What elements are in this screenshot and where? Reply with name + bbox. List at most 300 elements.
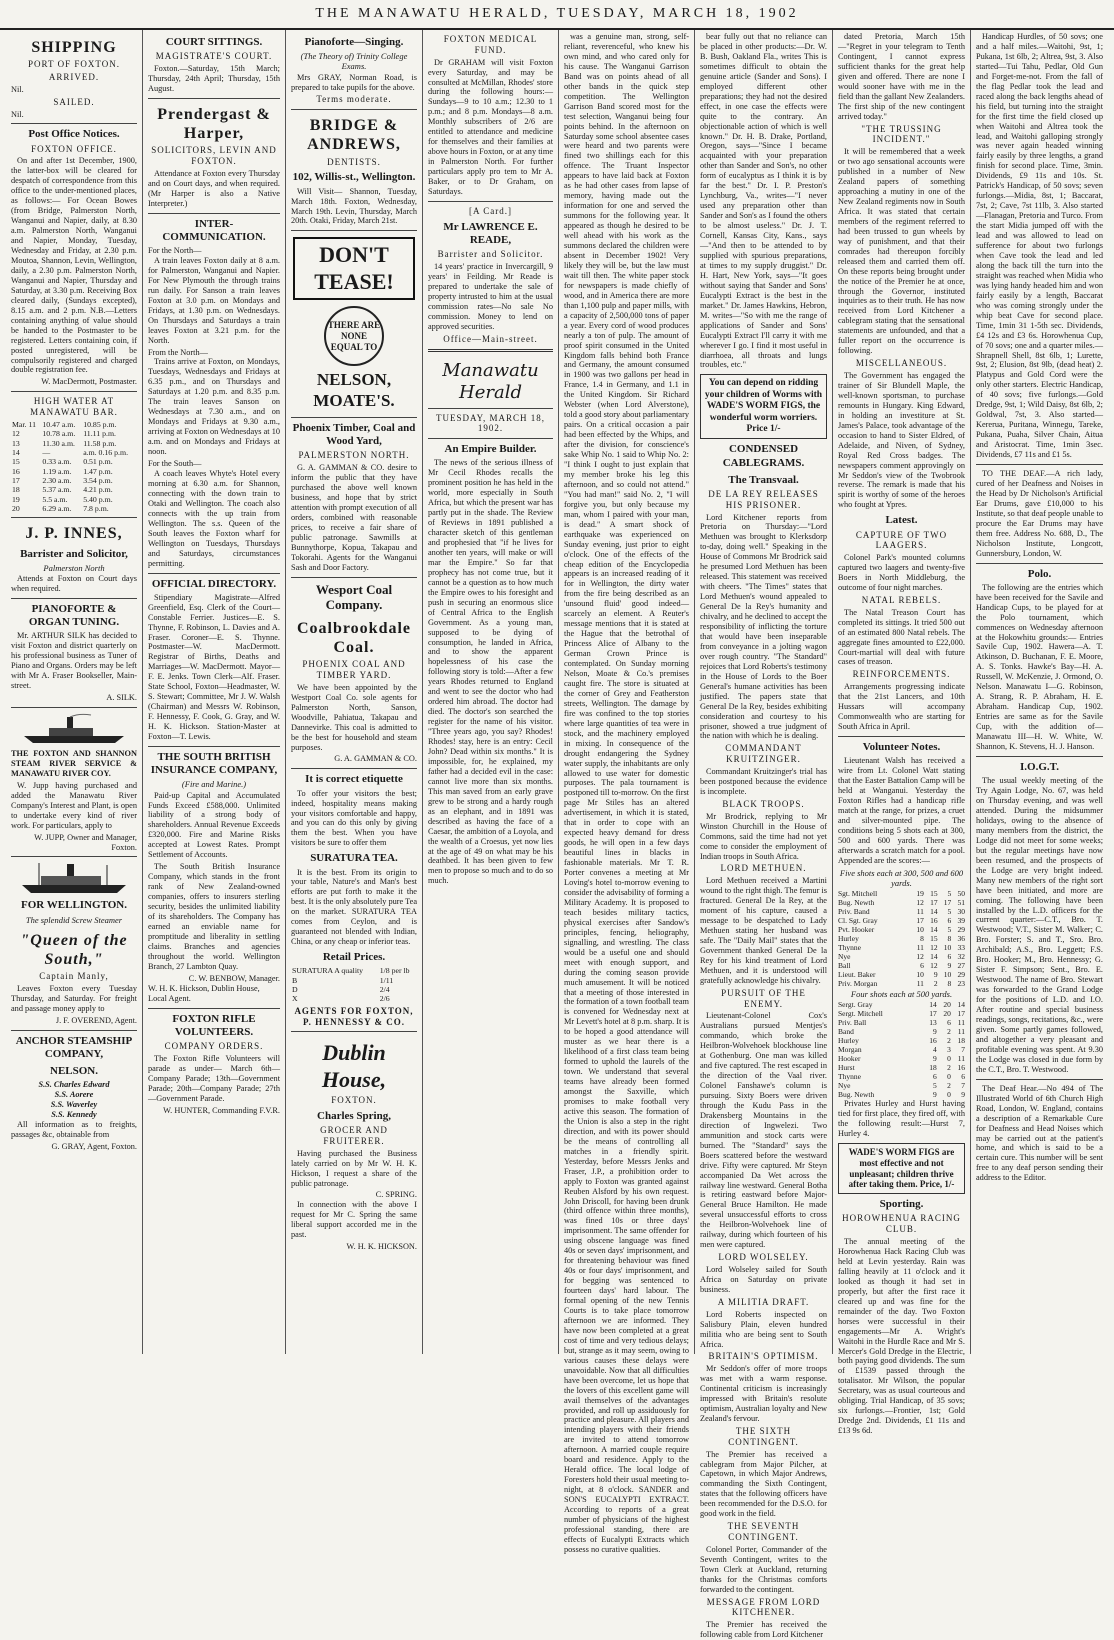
- score-row-cell: 12: [930, 943, 938, 953]
- wellington-steamer-illustration: [19, 861, 129, 895]
- pianoforte-title: Pianoforte—Singing.: [304, 36, 404, 48]
- score-row-cell: 51: [957, 898, 965, 908]
- anchor-title: ANCHOR STEAMSHIP COMPANY,: [15, 1034, 133, 1061]
- score-row-cell: Thynne: [838, 943, 861, 953]
- score2-row-cell: 0: [947, 1054, 951, 1064]
- score2-row-cell: Nye: [838, 1081, 851, 1091]
- ship-name: S.S. Kennedy: [51, 1110, 97, 1120]
- post-office-title: Post Office Notices.: [28, 128, 120, 141]
- methuen-text: Lord Methuen received a Martini wound to the right thigh. The femur is fractured. General De la Rey, at the moment of his capture, caused a message to be despatched to Lady Methuen stating her husband was safe. The "Daily Mail" states that the Government thanked General De la Rey for his kind treatment of Lord Methuen, and it is understood will gratefully acknowledge his chivalry.: [700, 876, 827, 985]
- score2-row-cell: Band: [838, 1027, 854, 1037]
- score2-row-cell: Priv. Ball: [838, 1018, 867, 1028]
- volunteer-notes-title: Volunteer Notes.: [862, 741, 941, 753]
- score2-row-cell: 14: [929, 1000, 937, 1010]
- pursuit-title: PURSUIT OF THE ENEMY.: [721, 987, 806, 1009]
- dublin-house-title: Dublin House,: [321, 1040, 387, 1092]
- tide-row-cell: 12: [12, 429, 20, 439]
- score2-row-cell: 9: [932, 1027, 937, 1037]
- score-row-cell: 5: [947, 925, 952, 935]
- column-4: [423, 30, 559, 1354]
- trussing-text: It will be remembered that a week or two ago sensational accounts were published in a number of New Zealand papers of something approaching a mutiny in one of the New Zealand regiments now in South Africa. It was stated that certain members of the regiment referred to had been trussed to gun wheels by way of punishment, and that their comrades had thereupon forcibly released them and carried them off. On these reports being brought under the notice of the Premier he at once, through the Governor, instituted inquiries as to their truth. He has now received from Lord Kitchener a cablegram stating that the sensational statements are unfounded, and that a fuller report on the occurrence is following.: [838, 147, 965, 356]
- score-row-cell: 50: [957, 889, 965, 899]
- anchor-sign: G. GRAY, Agent, Foxton.: [51, 1142, 137, 1152]
- score-row-cell: 29: [957, 970, 965, 980]
- paper-date: TUESDAY, MARCH 18, 1902.: [435, 412, 546, 434]
- capture-text: Colonel Park's mounted columns captured two laagers and twenty-five Boers in North Middleburg, the outcome of four night marches.: [838, 553, 965, 592]
- innes-name: J. P. INNES,: [25, 525, 123, 543]
- score2-row: [838, 1027, 965, 1036]
- anchor-text: All information as to freights, passages &c, obtainable from: [11, 1120, 137, 1140]
- scores2-table: [838, 1000, 965, 1099]
- scores2-heading: Four shots each at 500 yards.: [850, 989, 953, 1000]
- inter-text-2: Trains arrive at Foxton, on Mondays, Tuesdays, Wednesdays and Fridays at 6.35 p.m., and on Thursdays and Saturdays at 1.20 p.m. and 8.35 p.m. The train leaves Sanson on Wednesdays at 7.30 a.m., and on Mondays and Fridays at 9.30 a.m., arriving at Foxton on Wednesdays at 10 a.m. and on Mondays and Fridays at noon.: [148, 357, 280, 457]
- masthead: THE MANAWATU HERALD, TUESDAY, MARCH 18, 1902: [0, 0, 1114, 30]
- score2-row-cell: 2: [947, 1036, 951, 1046]
- score2-row-cell: 7: [961, 1081, 965, 1091]
- sixth-contingent-text: The Premier has received a cablegram from Major Pilcher, at Capetown, in which Major Andrews, commanding the Sixth Contingent, states that the following officers have been recommended for the D.S.O. for good work in the field.: [700, 1449, 827, 1519]
- score-row-cell: 17: [930, 898, 938, 908]
- newspaper-columns: [6, 30, 1108, 1640]
- tide-row-cell: Mar. 11: [12, 419, 36, 429]
- score2-row-cell: 13: [929, 1018, 937, 1028]
- racing-club-title: HOROWHENUA RACING CLUB.: [842, 1213, 961, 1235]
- river-service-sign: W. JUPP, Owner and Manager, Foxton.: [34, 832, 137, 852]
- phoenix-text: G. A. GAMMAN & CO. desire to inform the public that they have purchased the above well known business, and hope that by strict attention with prompt execution of all orders, combined with reasonable prices, to receive a fair share of public patronage. Sawmills at Bunnythorpe, Kopua, Takapau and Tokorahi. Agents for the Wanganui Sash and Door Factory.: [291, 463, 417, 572]
- score2-row-cell: 18: [929, 1063, 937, 1073]
- ship-name: S.S. Charles Edward: [38, 1080, 110, 1090]
- score-row-cell: 6: [947, 952, 952, 962]
- tide-row-cell: 11.58 p.m.: [83, 438, 117, 448]
- cablegrams-title: CONDENSED CABLEGRAMS.: [722, 443, 805, 469]
- retail-row-cell: 2/6: [379, 994, 390, 1004]
- score-row-cell: Priv. Morgan: [838, 979, 878, 989]
- bridge-andrews-address: 102, Willis-st., Wellington.: [292, 171, 416, 184]
- coalbrookdale: Coalbrookdale Coal.: [296, 619, 412, 657]
- score-row-cell: 9: [933, 970, 938, 980]
- score2-row-cell: Hurst: [838, 1063, 855, 1073]
- score-row-cell: Cl. Sgt. Gray: [838, 916, 878, 926]
- tide-row-cell: 10.47 a.m.: [42, 419, 76, 429]
- volunteer-notes-text: Lieutenant Walsh has received a wire from Lt. Colonel Watt stating that the Easter Battalion Camp will be held at Wanganui. Yesterday the Foxton Rifles had a handicap rifle match at the range, for prizes, a cruet and silver-mounted pipe. The conditions being 5 shots each at 300, 500 and 600 yards. There was afterwards a scratch match for a pool. Appended are the scores:—: [838, 756, 965, 865]
- column-8: [971, 30, 1108, 1354]
- score2-row-cell: 14: [957, 1000, 965, 1010]
- score-row-cell: 29: [957, 925, 965, 935]
- innes-text: Attends at Foxton on Court days when required.: [11, 573, 137, 593]
- deaf-hear-notice: The Deaf Hear.—No 494 of The Illustrated World of 6th Church High Road, London, W. England, contains a description of a Remarkable Cure for Deafness and Head Noises which may be carried out at the patient's home, and which is said to be a certain cure. This number will be sent free to any deaf person sending their address to the Editor.: [976, 1083, 1103, 1183]
- iogt-text: The usual weekly meeting of the Try Again Lodge, No. 67, was held on Thursday evening, and was well attended. During the midsummer holidays, owing to the absence of many members from the district, the Lodge did not meet for some weeks; but the regular meetings have now been resumed, and the prospects of the Lodge are very bright indeed. Many new members of the right sort have been initiated, and more are coming. The following have been installed by the L.D. officers for the current quarter:—C.T., Bro. T. Westwood; V.T., Sister M. Walker; C. Bro. Forster; S. and T., Sro. Bro. Archibald; A.S., Bro. Leggett; F.S. Bro. Hooker; M., Bro. Hennessy; G. Sister F. Simpson; Sent., Bro. E. Westwood. The name of Bro. Stewart was forwarded to the Grand Lodge for the positions of L.D. and I.O. After routine and special business readings, songs, recitations, &c., were given. Some partly games followed, and altogether a very pleasant and profitable evening was spent. At 9.30 the Lodge was closed in due form by the C.T., Bro. T. Westwood.: [976, 776, 1103, 1074]
- phoenix2-text: We have been appointed by the Westport Coal Co. sole agents for Palmerston North, Sanson, Woodville, Pahiatua, Takapau and Dannevirke. This coal is admitted to be the best for household and steam purposes.: [291, 682, 417, 752]
- retail-row: [291, 985, 417, 994]
- ship-name: S.S. Waverley: [50, 1100, 98, 1110]
- tide-table: [11, 420, 137, 513]
- seventh-contingent-title: THE SEVENTH CONTINGENT.: [727, 1521, 800, 1543]
- score2-row-cell: 0: [947, 1090, 951, 1100]
- methuen-title: LORD METHUEN.: [720, 863, 807, 874]
- piano-tuning-text: Mr. ARTHUR SILK has decided to visit Foxton and district quarterly on his professional business as Tuner of Piano and Organs. Orders may be left with Mr A. Fraser Bookseller, Main-street.: [11, 631, 137, 691]
- score2-row-cell: 9: [932, 1054, 937, 1064]
- empire-builder-title: An Empire Builder.: [444, 443, 537, 456]
- tide-row-cell: 5.37 a.m.: [42, 485, 72, 495]
- eucalypti-text: bear fully out that no reliance can be placed in other products:—Dr. W. B. Bush, Oakland Fla., writes This is sometimes difficult to obtain the genuine article (Sander and Sons). I employed different other preparations; they had not the desired effect, in one case the effects were quite to the contrary. An objectionable action of which is well known." Dr. H. B. Drake, Portland, Oregon, says—"Since I became acquainted with your preparation other than Sander and Son's, no other form of eucalyptus as I think it is by far the best." Dr. I. P. Preston's Lynchburg, Va., writes—"I never used any preparation other than Sander and Son's as I found the others to be almost useless." Dr. J. T. Cornell, Kansas City, Kans., says —"And then to be attended to by supplied with spurious preparations, at times to my supply druggist." Dr. H. Hart, New York, says—"It goes without saying that Sander and Sons' Eucalypti Extract is the best in the market." Dr. James Hawkins, Hebron, M. writes—"So with me the range of applications of Sander and Sons' Eucalypti Extract I'll carry it with me wherever I go. I find it most useful in diarrhoea, all throats and lungs troubles, etc.": [700, 32, 827, 370]
- column-3: [286, 30, 423, 1354]
- reade-text: 14 years' practice in Invercargill, 9 years' in Feilding. Mr Reade is prepared to undertake the sale of property intrusted to him at the usual commission rates—No sale No commission. Money to lend on approved securities.: [428, 261, 553, 331]
- piano-tuning-sign: A. SILK.: [106, 692, 137, 702]
- score2-row: [838, 1072, 965, 1081]
- score-row-cell: 12: [930, 961, 938, 971]
- rifle-text: The Foxton Rifle Volunteers will parade as under— March 6th—Company Parade; 13th—Government Parade; 20th—Company Parade; 27th—Government Parade.: [148, 1053, 280, 1103]
- column-6: [695, 30, 833, 1640]
- reade-title: Mr LAWRENCE E. READE,: [443, 220, 538, 246]
- suratura-title: SURATURA TEA.: [310, 852, 398, 865]
- score-row: [838, 952, 965, 961]
- column-2: [143, 30, 286, 1354]
- score-row-cell: 30: [957, 907, 965, 917]
- pursuit-text: Lieutenant-Colonel Cox's Australians pursued Mentjes's commando, which broke the Heilbron-Wolvehoek blockhouse line at Gothenburg. One man was killed and five captured. The rest escaped in the direction of the Vaal river. Colonel Fanshawe's column is pursuing. Sixty Boers were driven through the Kudu Pass in the Drakensberg Mountains in the direction of Ingwelezi. Two ammunition and stock carts were burned. The "Standard" says the Boers scattered before the westward drive. Fifty were captured. Mr Steyn accompanied Da Wet across the railway line westward. General Botha is retiring eastward before Major-General Bruce Hamilton. He made several unsuccessful efforts to cross the Heilbron-Wolvehoek line of railway, during which fourteen of his men were captured.: [700, 1011, 827, 1250]
- kitchener-text: The Premier has received the following cable from Lord Kitchener: [700, 1620, 827, 1640]
- score2-row: [838, 1045, 965, 1054]
- etiquette-text: To offer your visitors the best; indeed, hospitality means making your visitors comfortable and happy, and you can do this only by giving them the best. When you have visitors be sure to offer them: [291, 788, 417, 848]
- wade-worm-figs-ad-2: WADE'S WORM FIGS are most effective and not unpleasant; children thrive after taking them. Price, 1/-: [838, 1143, 965, 1194]
- score-row: [838, 934, 965, 943]
- score2-row-cell: 17: [957, 1009, 965, 1019]
- score2-row: [838, 1018, 965, 1027]
- score2-row: [838, 1090, 965, 1099]
- score-row-cell: 6: [920, 961, 924, 971]
- south-british-text-1: Paid-up Capital and Accumulated Funds Exceed £588,000. Unlimited liability of a strong body of shareholders. Annual Revenue Exceeds £320,000. Fire and Marine Risks accepted at Lowest Rates. Prompt Settlement of Accounts.: [148, 790, 280, 860]
- spring-trade: GROCER AND FRUITERER.: [320, 1125, 388, 1146]
- spring-sign: C. SPRING.: [375, 1190, 417, 1200]
- retail-row-cell: D: [292, 985, 298, 995]
- innes-place: Palmerston North: [43, 562, 105, 573]
- score2-row: [838, 1081, 965, 1090]
- post-office-sign: W. MacDermott, Postmaster.: [41, 377, 137, 387]
- tide-row-cell: 18: [12, 485, 20, 495]
- score-row-cell: 11: [916, 907, 924, 917]
- score2-row-cell: Sergt. Gray: [838, 1000, 873, 1010]
- deaf-notice: TO THE DEAF.—A rich lady, cured of her Deafness and Noises in the Head by Dr Nicholson's Artificial Ear Drums, gave £10,000 to his Institute, so that deaf people unable to procure the Ear Drums may have them free. Address No. 688, D., The Nicholson Institute, Longcott, Gunnersbury, London, W.: [976, 468, 1103, 558]
- agents-line: AGENTS FOR FOXTON, P. HENNESSY & CO.: [294, 1005, 414, 1027]
- tide-row: [11, 457, 137, 466]
- river-service-text: W. Jupp having purchased and added the Manawatu River Company's Interest and Plant, is open to undertake every kind of river work. For particulars, apply to: [11, 780, 137, 830]
- score-row-cell: Nye: [838, 952, 851, 962]
- kitchener-title: MESSAGE FROM LORD KITCHENER.: [706, 1596, 821, 1618]
- score2-row-cell: 20: [943, 1000, 951, 1010]
- score-row-cell: 8: [920, 934, 924, 944]
- retail-row-cell: B: [292, 975, 298, 985]
- score-row-cell: 19: [916, 889, 924, 899]
- river-service-title: THE FOXTON AND SHANNON STEAM RIVER SERVICE & MANAWATU RIVER COY.: [11, 748, 137, 778]
- kruitzinger-title: COMMANDANT KRUITZINGER.: [725, 743, 802, 765]
- score2-row-cell: 18: [957, 1036, 965, 1046]
- tide-row-cell: 4.21 p.m.: [83, 485, 113, 495]
- score-row-cell: 10: [916, 970, 924, 980]
- score-row-cell: 23: [957, 979, 965, 989]
- retail-title: Retail Prices.: [322, 951, 386, 964]
- seventh-contingent-text: Colonel Porter, Commander of the Seventh Contingent, writes to the Town Clerk at Auckland, returning thanks for the Christmas comforts forwarded to the contingent.: [700, 1544, 827, 1594]
- transvaal-title: The Transvaal.: [728, 473, 799, 486]
- tide-row-cell: 0.33 a.m.: [42, 457, 72, 467]
- scores-note: Privates Hurley and Hurst having tied for first place, they fired off, with the following result:—Hurst 7, Hurley 4.: [838, 1099, 965, 1139]
- score-row: [838, 907, 965, 916]
- inter-from-north: From the North—: [148, 347, 208, 357]
- score-row: [838, 889, 965, 898]
- south-british-text-2: The South British Insurance Company, which stands in the front rank of New Zealand-owned companies, offers to insurers sterling security, besides the unlimited liability of its shareholders. The Company has earned an enviable name for promptitude and liberality in settling claims. Branches and agencies throughout the world. Wellington Branch, 27 Lambton Quay.: [148, 862, 280, 971]
- screw-steamer: The splendid Screw Steamer: [25, 914, 123, 925]
- empire-builder-text: The news of the serious illness of Mr Cecil Rhodes recalls the prominent position he has held in the world, more especially in South Africa, but which the present war has partly put in the shade. The Review of Reviews in 1891 published a character sketch of this gentleman and prophesied that "if he lives for another ten years, will make or will mar the Empire." So far that prophecy has not come true, but it cannot be a question as to how much the Empire owes to his foresight and push in securing an enormous slice of Central Africa to the English Government. As a young man, supposed to be dying of consumption, he landed in Africa, and to show the apparent hopelessness of his case the following story is told:—After a few years Rhodes returned to England and went to see the doctor who had ordered him abroad. The doctor had died. The doctor's son searched the register for the name of his visitor. "Three years ago, you say? Rhodes! Rhodes! stay, here is an entry: Cecil John? Dead within six months." It is impossible, for, he explained, my father had a decided evil in the case: cannot live more than six months. This man saved from an early grave grew to be strong and a hardy rough as an elephant, and in 1891 was described as having the face of a Caesar, the ambition of a Loyola, and the wealth of a Croesus, yet now lies at the age of 49 on what may be his deathbed. It has been given to few men to propose so much and to do so much.: [428, 458, 553, 886]
- tide-row: [11, 476, 137, 485]
- racing-results-text: Handicap Hurdles, of 50 sovs; one and a half miles.—Waitohi, 9st, 1; Pukana, 1st 6lb, 2; Altrea, 9st, 3. Also started—Tui Tahu, Pedlar, Old Gun and Forget-me-not. From the fall of the flag Pedlar took the lead and raced along the back lengths ahead of his field, but turning into the straight for the first time the field closed up when Waitohi and Altrea took the lead, and Waitohi galloping strongly was never again headed winning fairly easily by three lengths, a grand finish for second place. Time, 3min. Dividends, £9 11s and 10s. St. Patrick's Handicap, of 50 sovs; seven furlongs.—Midia, 8st, 1; Baccarat, 7st, 2; Cave, 7st 11lb, 3. Also started—Flanagan, Pretoria and Turco. From the start Midia jumped off with the lead and was allowed to lead on sufference for about two furlongs when Cave took the lead and led along the back till the turn into the straight was reached when Midia who was lying handy headed him and won fairly easily by a length, Baccarat who was coming strongly under the whip beat Cave for second place. Time, 1min 31 1-5th sec. Dividends, £4 12s and £3 6s. Horowhenua Cup, of 70 sovs; one and a quarter miles.—Shrapnell Shell, 8st 6lb, 1; Lurette, 9st, 2; Elusion, 8st 9lb, (dead heat) 2. Platypus and Gold Cord were the only other starters. Electric Handicap, of 40 sovs; five furlongs.—Gold Dredge, 9st, 1; Wild Daisy, 8st 6lb, 2; Goldwal, 7st, 3. Also started—Kererua, Puritana, Winnegu, Tareke, Pukana, Puaha, Silver Chain, Aitua and Aristocrat. Time, 1min 3sec. Dividends, £7 11s and £1 5s.: [976, 32, 1103, 460]
- score-row: [838, 970, 965, 979]
- piano-tuning-title: PIANOFORTE & ORGAN TUNING.: [28, 602, 120, 629]
- paper-masthead: Manawatu Herald: [442, 360, 539, 403]
- nelson-moate-title: NELSON, MOATE'S.: [313, 370, 395, 410]
- score-row: [838, 943, 965, 952]
- militia-title: A MILITIA DRAFT.: [717, 1296, 810, 1307]
- bridge-andrews-sub: DENTISTS.: [327, 156, 381, 167]
- score-row-cell: Bug. Newth: [838, 898, 875, 908]
- dublin-house-sub: FOXTON.: [331, 1095, 377, 1106]
- score-row-cell: 16: [930, 916, 938, 926]
- score2-row: [838, 1036, 965, 1045]
- tide-row: [11, 448, 137, 457]
- score2-row-cell: 6: [947, 1018, 951, 1028]
- directory-text: Stipendiary Magistrate—Alfred Greenfield, Esq. Clerk of the Court—Constable Ferrier. Justices—E. S. Thynne, F. Robinson, L. Davies and A. Fraser. Coroner—E. S. Thynne. Postmaster—W. MacDermott. Registrar of Births, Deaths and Marriages—W. MacDermott. Mayor—F. E. Jenks. Town Clerk—Alf. Fraser. State School, Foxton—Headmaster, W. S. Stewart; Committee, Mr J. W. Walsh (Chairman) and Messrs W. Robinson, F. Hennessy, F. Cook, G. Gray, and W. H. K. Hickson. Station-Master at Foxton—T. Lewis.: [148, 592, 280, 742]
- medical-text: Dr GRAHAM will visit Foxton every Saturday, and may be consulted at McMillan, Rhodes' store during the following hours:— Sundays—9 to 10 a.m.; 12.30 to 1 p.m.; and 8 p.m. Mondays—8 a.m. Monthly subscribers of 2/6 are entitled to attendance and medicine for themselves and their families at above hours in Foxton, or at any time in Palmerston North. For further particulars apply pro tem to Mr A. Baker, or to Dr Graham, on Saturdays.: [428, 57, 553, 196]
- score-row-cell: 15: [930, 889, 938, 899]
- score-row-cell: 5: [947, 907, 952, 917]
- wesport-title: Wesport Coal Company.: [315, 581, 393, 613]
- pianoforte-terms: Terms moderate.: [316, 94, 392, 105]
- retail-row: [291, 976, 417, 985]
- racing-club-text: The annual meeting of the Horowhenua Hack Racing Club was held at Levin yesterday. Rain was falling heavily at 11 o'clock and it looked as though it had set in properly, but after the first race it cleared up and was fine for the remainder of the day. Two Foxton horses were successful in their engagements—Mr A. Wright's Waitohi in the Hurdle Race and Mr S. Mercer's Gold Dredge in the Electric, both paying good dividends. The sum of £1539 passed through the totalisator. Mr Wilson, the popular Secretary, was as usual courteous and obliging. Trial Handicap, of 35 sovs; six furlongs.—Frontier, 1st; Gold Dredge 2nd. Dividends, £1 11s and £13 9s 6d.: [838, 1237, 965, 1436]
- score2-row-cell: 20: [943, 1009, 951, 1019]
- score-row-cell: 14: [930, 925, 938, 935]
- tide-row-cell: 5.5 a.m.: [42, 494, 68, 504]
- score-row: [838, 916, 965, 925]
- score2-row: [838, 1054, 965, 1063]
- score-row: [838, 979, 965, 988]
- score2-row-cell: 7: [961, 1045, 965, 1055]
- south-british-sub: (Fire and Marine.): [181, 779, 247, 790]
- kruitzinger-text: Commandant Kruitzinger's trial has been postponed because the evidence is incomplete.: [700, 767, 827, 796]
- wolseley-text: Lord Wolseley sailed for South Africa on Saturday on private business.: [700, 1265, 827, 1294]
- reinforcements-title: REINFORCEMENTS.: [852, 669, 951, 680]
- score2-row-cell: 11: [957, 1054, 965, 1064]
- inter-south: For the South—: [148, 459, 202, 469]
- tide-row: [11, 485, 137, 494]
- phoenix2-sign: G. A. GAMMAN & CO.: [334, 754, 417, 764]
- optimism-title: BRITAIN'S OPTIMISM.: [708, 1351, 819, 1362]
- south-british-local: W. H. K. Hickson, Dublin House, Local Agent.: [148, 983, 260, 1003]
- wolseley-title: LORD WOLSELEY.: [718, 1252, 809, 1263]
- black-troops-text: Mr Brodrick, replying to Mr Winston Churchill in the House of Commons, said the time had not yet come to consider the employment of Indian troops in South Africa.: [700, 811, 827, 861]
- tide-row-cell: 11.30 a.m.: [42, 438, 75, 448]
- shipping-title: SHIPPING: [31, 39, 117, 56]
- delarey-title: DE LA REY RELEASES HIS PRISONER.: [708, 488, 819, 510]
- capture-title: CAPTURE OF TWO LAAGERS.: [855, 529, 948, 551]
- local-news-text: was a genuine man, strong, self-reliant, reverenceful, who knew his own mind, and who cared only for his cause. The Wanganui Garrison Band was on points ahead of all other bands in the quick step competition. The Wellington Garrison Band scored most for the test selection, Wanganui being four points behind. In the afternoon on Saturday some school absentee cases were heard and two parents were fined two shillings each for this offence. The Truant Inspector appears to have laid back at Foxton as he had other cases from lapse of memory, having made out the information for one and served the summons for the following year. It appeared as though he desired to be well ahead with his work as the summons declared the children were absent in December 1902! Very likely they will be, but the law must wait till then. The white paper stock for newspapers is made chiefly of wood, and in America there are more than 1,100 pulp and paper mills, with a capacity of 2,500,000 tons of paper a year. Every cord of wood produces nearly a ton of pulp. The amount of proof spirit consumed in the United Kingdom falls behind both France and Germany, the amount consumed in 1900 was two gallons per head in France, 1.4 in Germany, and 1.1 in the United Kingdom. Sir Richard Webster (when Lord Alverstone), told a good story about parliamentary pairs. On a critical occasion a pair had been effected by the Whips, and after the division, for conscience's sake Whip No. 1 said to Whip No. 2: "I think I ought to just explain that my member broke his leg this afternoon, and so could not attend." "You had man!" said No. 2, "I will forgive you, but only because my man, whom I paired with your man, is dead." A smart shock of earthquake was experienced on Sunday evening, just prior to eight o'clock. One of the effects of the cheap edition of the Encyclopedia appears is an increased reading of it for in Wellington, the dirty water from the fire being described as an 'unsound fluid' good indeed—scarcely an element. A Reuter's message mentions that it is stated at the Hague that the betrothal of Princess Alice of Albany to the German Crown Prince is contemplated. On Sunday morning Nelson, Moate & Co.'s premises caught fire. The store is situated at the corner of Grey and Featherston streets, Wellington. The damage by fire was confined to the top stories where large quantities of tea were in stock, and the machinery employed in mixing. In consequence of the drought endangering the Sydney water supply, the inhabitants are only allowed to use water for domestic purposes. The pala tournament is postponed till to-morrow. On the first page Mr Stiles has an altered advertisement, in which it is stated, that in order to cope with an expected heavy demand for dress goods, he will open in a few days beautiful lines in blacks in fashionable materials. Mr T. R. Porter convenes a meeting at Mr Loving's hotel to-morrow evening to consider the advisability of forming a Military Academy. It is proposed to teach besides military tactics, physical exercises after Sandow's principles, fencing, heliography, signalling, and wrestling. The class would be a useful one and should meet with enough support, and during the coming season provide much amusement. It will be noticed that a meeting of those interested in the formation of a town football team is convened for Wednesday next at Mr Levett's hotel at 8 p.m. sharp. It is to be hoped a good attendance will muster as we hear there is a likelihood of a first class team being formed to uphold the laurels of the town. We understand that several teams have already been formed amongst the Saxville, which promises to make football very active this season. The formation of the Union is also a step in the right direction, and with its power should be the means of controlling all matches in a friendly spirit. Yesterday, before Messrs Jenks and Fraser, J.P., a prohibition order to apply to Foxton was granted against Reuben Alsford by his own request. John Driscoll, for having been drunk (third offence within three months), was fined 10s or three days' imprisonment. The same offender for using obscene language was fined 40s or seven days' imprisonment, and for threatening behaviour was fined 40s or four days' imprisonment, and for begging was sentenced to fourteen days' hard labour. The formal opening of the new Tennis Courts is to take place tomorrow afternoon we are informed. They have now been completed at a great cost of time and very tedious delays; but, strange as it may seem, owing to various causes these delays were unavoidable. Now that all difficulties have been overcome, let us hope that the lovers of this excellent game will avail themselves of the advantages provided, and roll up assiduously for practice and pleasure. All players and intending players with their friends are invited to attend tomorrow afternoon. A married couple require board and residence. Apply to the Herald office. The local lodge of Foresters hold their usual meeting to-night, at 8 o'clock. SANDER and SON'S EUCALYPTI EXTRACT. According to reports of a great number of physicians of the highest professional standing, there are effects of Eucalypti Extracts which possess no curative qualities.: [564, 32, 689, 1554]
- tide-row-cell: 2.30 a.m.: [42, 476, 72, 486]
- tide-row: [11, 495, 137, 504]
- polo-title: Polo.: [1027, 567, 1052, 580]
- retail-row: [291, 966, 417, 975]
- reade-sub: Barrister and Solicitor.: [437, 249, 544, 260]
- retail-price-table: [291, 966, 417, 1003]
- reade-office: Office—Main-street.: [443, 333, 538, 344]
- tide-row-cell: 16: [12, 466, 20, 476]
- tide-title: HIGH WATER AT MANAWATU BAR.: [30, 396, 118, 418]
- directory-title: OFFICIAL DIRECTORY.: [151, 577, 277, 590]
- tide-row-cell: 15: [12, 457, 20, 467]
- score2-row: [838, 1009, 965, 1018]
- score2-row-cell: Bug. Newth: [838, 1090, 875, 1100]
- pianoforte-text: Mrs GRAY, Norman Road, is prepared to take pupils for the above.: [291, 72, 417, 92]
- tide-row: [11, 467, 137, 476]
- inter-text-3: A coach leaves Whyte's Hotel every morning at 6.30 a.m. for Shannon, connecting with the down train to Otaki and Wellington. The coach also connects with the up train from Wellington. The s.s. Queen of the South leaves the Foxton wharf for Wellington on Tuesdays, Thursdays and Saturdays, circumstances permitting.: [148, 468, 280, 568]
- tide-row-cell: 3.54 p.m.: [83, 476, 113, 486]
- phoenix-title: Phoenix Timber, Coal and Wood Yard,: [292, 422, 416, 448]
- inter-text-1: A train leaves Foxton daily at 8 a.m. for Palmerston, Wanganui and Napier. For New Plymouth the through trains run daily. For Sanson a train leaves Foxton at 3.0 p.m. on Mondays and Fridays, at 1.30 p.m. on Wednesdays. On Thursdays and Saturdays a train leaves Foxton at 3.21 p.m. for the North.: [148, 255, 280, 345]
- score-row-cell: 6: [947, 916, 952, 926]
- rifle-title: FOXTON RIFLE VOLUNTEERS.: [172, 1012, 256, 1038]
- score-row-cell: Hurley: [838, 934, 859, 944]
- spring-name: Charles Spring,: [317, 1109, 391, 1122]
- bridge-andrews-title: BRIDGE & ANDREWS,: [307, 117, 401, 154]
- score2-row-cell: 17: [929, 1009, 937, 1019]
- score2-row-cell: 4: [932, 1045, 937, 1055]
- bridge-andrews-text: Will Visit— Shannon, Tuesday, March 18th. Foxton, Wednesday, March 19th. Levin, Thursday, March 20th. Otaki, Friday, March 21st.: [291, 186, 417, 226]
- score2-row-cell: 5: [932, 1081, 937, 1091]
- column-7: [833, 30, 971, 1436]
- trussing-title: "THE TRUSSING INCIDENT.": [861, 123, 942, 145]
- score-row-cell: 12: [916, 898, 924, 908]
- phoenix2-title: PHOENIX COAL AND TIMBER YARD.: [302, 659, 406, 681]
- black-troops-title: BLACK TROOPS.: [722, 798, 805, 809]
- score-row-cell: 2: [933, 979, 938, 989]
- river-steamer-illustration: [19, 712, 129, 746]
- iogt-title: I.O.G.T.: [1020, 760, 1059, 773]
- retail-row-cell: 2/4: [379, 985, 390, 995]
- score2-row-cell: Morgan: [838, 1045, 862, 1055]
- tide-row: [11, 420, 137, 429]
- spring-text: Having purchased the Business lately carried on by Mr W. H. K. Hickson, I request a share of the public patronage.: [291, 1148, 417, 1188]
- tide-row-cell: 5.40 p.m.: [83, 494, 113, 504]
- scores-heading: Five shots each at 300, 500 and 600 yards.: [839, 867, 964, 888]
- score-row-cell: 10: [943, 970, 952, 980]
- inter-north: For the North—: [148, 246, 202, 255]
- sporting-title: Sporting.: [879, 1198, 924, 1211]
- court-title: COURT SITTINGS.: [165, 36, 263, 48]
- retail-row-cell: X: [292, 994, 298, 1004]
- court-text: Foxton.—Saturday, 15th March; Thursday, 24th April; Thursday, 15th August.: [148, 63, 280, 93]
- tide-row: [11, 429, 137, 438]
- score-row-cell: Pvt. Hooker: [838, 925, 875, 935]
- court-sub: MAGISTRATE'S COURT.: [155, 51, 273, 62]
- sailed-nil: Nil.: [11, 109, 24, 119]
- tide-row-cell: 10.78 a.m.: [42, 429, 76, 439]
- south-british-title: THE SOUTH BRITISH INSURANCE COMPANY,: [150, 750, 278, 777]
- score-row-cell: 39: [957, 916, 965, 926]
- retail-row-cell: 1/8 per lb: [379, 966, 410, 976]
- score2-row-cell: Hurley: [838, 1036, 859, 1046]
- score-row-cell: 11: [916, 943, 924, 953]
- tide-row-cell: 19: [12, 494, 20, 504]
- rifle-sub: COMPANY ORDERS.: [164, 1040, 264, 1051]
- score2-row-cell: 6: [961, 1072, 965, 1082]
- score2-row-cell: Sergt. Mitchell: [838, 1009, 883, 1019]
- sailed-heading: SAILED.: [53, 96, 95, 107]
- south-british-sign: C. W. BENBOW, Manager.: [188, 973, 280, 983]
- tide-row-cell: 1.47 p.m.: [83, 466, 113, 476]
- none-equal-emblem: THERE ARE NONE EQUAL TO: [324, 306, 384, 366]
- column-5: [559, 30, 695, 1554]
- retail-row: [291, 994, 417, 1003]
- ship-name: S.S. Aorere: [54, 1090, 94, 1100]
- latest-title: Latest.: [885, 514, 918, 527]
- score2-row-cell: Thynne: [838, 1072, 861, 1082]
- tide-row-cell: a.m. 0.16 p.m.: [83, 448, 129, 458]
- tide-row-cell: 0.51 p.m.: [83, 457, 113, 467]
- tide-row-cell: 7.8 p.m.: [83, 504, 109, 514]
- score-row: [838, 925, 965, 934]
- score-row-cell: 32: [957, 952, 965, 962]
- tide-row: [11, 504, 137, 513]
- score2-row-cell: 11: [957, 1027, 965, 1037]
- score2-row-cell: 16: [929, 1036, 937, 1046]
- tide-row-cell: 11.11 p.m.: [83, 429, 116, 439]
- score-row-cell: 10: [916, 925, 924, 935]
- tide-row-cell: 14: [12, 448, 20, 458]
- phoenix-sub: PALMERSTON NORTH.: [298, 450, 410, 461]
- tide-row-cell: 20: [12, 504, 20, 514]
- misc-text: The Government has engaged the trainer of Sir Blundell Maple, the well-known sportsman, to purchase remounts in Hungary. King Edward, in holding an investiture at St. James's Palace, took advantage of the occasion to hand to Sister Eldred, of Adelaide, and Niven, of Sydney, Royal Red Cross badges. The newspapers comment approvingly on Mr Seddon's view of the Twobrook reverse. The remark is made that his spirit is worthy of some of the heroes who fought at Ypres.: [838, 370, 965, 510]
- score2-row-cell: 3: [947, 1045, 951, 1055]
- kitchener-cont-text: dated Pretoria, March 15th—"Regret in your telegram to Tenth Contingent, I cannot express sufficient thanks for the great help given and offered. There are none I would sooner have with me in the field than the gallant New Zealanders. The first ship of the new contingent arrived today.": [838, 32, 965, 121]
- arrived-heading: ARRIVED.: [48, 71, 100, 82]
- rifle-sign: W. HUNTER, Commanding F.V.R.: [163, 1105, 280, 1115]
- score-row: [838, 961, 965, 970]
- score-row-cell: 12: [916, 952, 924, 962]
- score2-row-cell: 16: [957, 1063, 965, 1073]
- innes-title: Barrister and Solicitor,: [20, 547, 128, 560]
- retail-row-cell: 1/11: [379, 975, 394, 985]
- prendergast-title: Prendergast & Harper,: [157, 105, 271, 143]
- score2-row: [838, 1063, 965, 1072]
- score2-row-cell: 2: [947, 1027, 951, 1037]
- score-row-cell: 27: [957, 961, 965, 971]
- wellington-title: FOR WELLINGTON.: [21, 899, 127, 912]
- reinforcements-text: Arrangements progressing indicate that the 21st Lancers, and 10th Hussars will accompany Commonwealth who are starting for South Africa in April.: [838, 682, 965, 732]
- score2-row-cell: 0: [947, 1072, 951, 1082]
- port-heading: PORT OF FOXTON.: [28, 59, 120, 70]
- score-row-cell: 17: [916, 916, 924, 926]
- militia-text: Lord Roberts inspected on Salisbury Plain, eleven hundred militia who are being sent to South Africa.: [700, 1309, 827, 1349]
- medical-title: FOXTON MEDICAL FUND.: [443, 34, 538, 55]
- hickson-sign: W. H. K. HICKSON.: [346, 1242, 417, 1252]
- overend-sign: J. F. OVEREND, Agent.: [55, 1015, 137, 1025]
- retail-row-cell: SURATURA A quality: [292, 966, 364, 976]
- sixth-contingent-title: THE SIXTH CONTINGENT.: [728, 1425, 799, 1447]
- score-row-cell: Priv. Band: [838, 907, 870, 917]
- score2-row: [838, 1000, 965, 1009]
- score-row-cell: 14: [930, 952, 938, 962]
- natal-text: The Natal Treason Court has completed its sittings. It tried 500 out of an estimated 800 Natal rebels. The aggregate fines amounted to £22,000. Court-martial will deal with future cases of treason.: [838, 607, 965, 667]
- score-row-cell: 8: [947, 979, 952, 989]
- inter-communication-title: INTER-COMMUNICATION.: [162, 217, 266, 243]
- arrived-nil: Nil.: [11, 84, 24, 94]
- score-row: [838, 898, 965, 907]
- score2-row-cell: 6: [932, 1072, 937, 1082]
